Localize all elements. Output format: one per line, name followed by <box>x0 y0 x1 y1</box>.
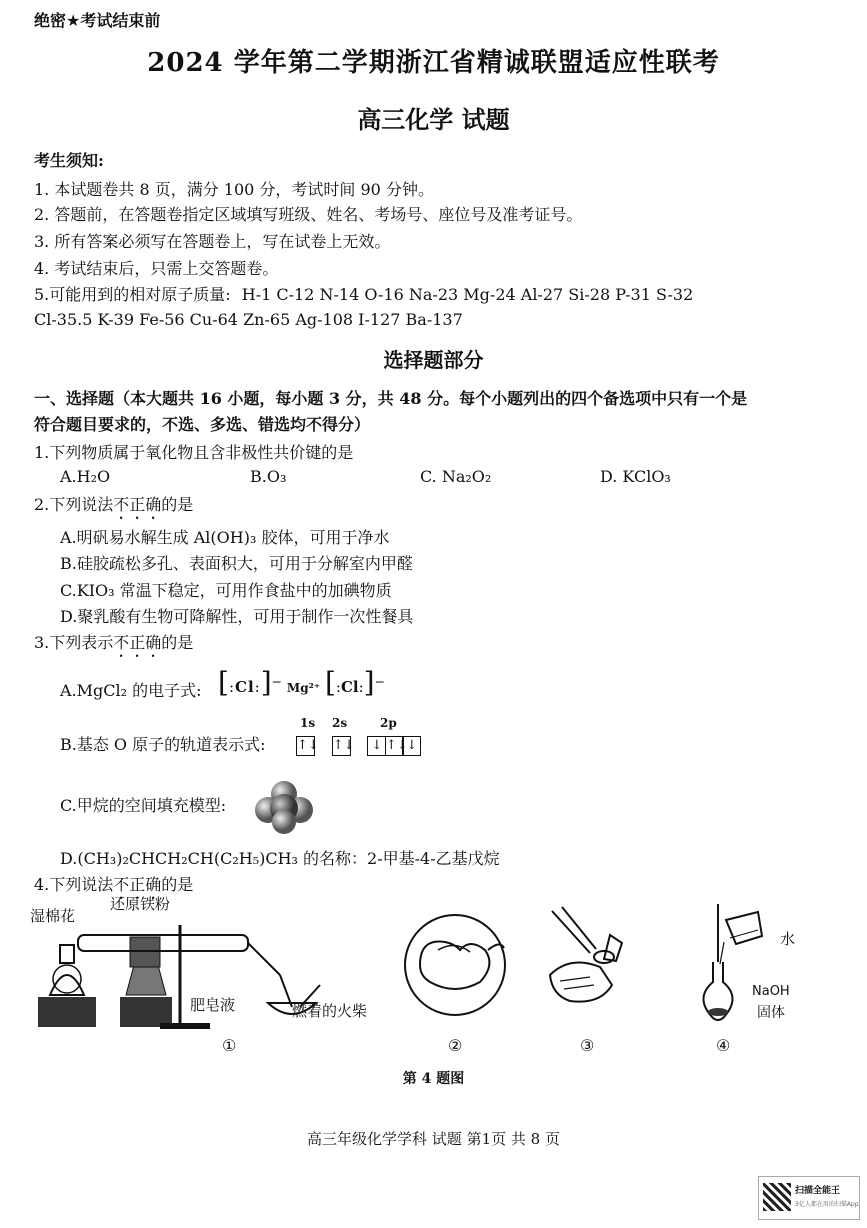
exam-title: 2024 学年第二学期浙江省精诚联盟适应性联考 <box>147 48 720 78</box>
q2-stem-post: 的是 <box>161 495 194 514</box>
dish-figure <box>400 910 510 1020</box>
scanner-watermark <box>758 1176 860 1220</box>
label-wet-cotton: 湿棉花 <box>30 907 76 925</box>
q2-stem-emphasis: 不正确 <box>113 495 162 514</box>
label-naoh: NaOH <box>752 984 790 999</box>
notice-item-5 <box>34 282 693 305</box>
chloride-right-symbol: Cl <box>340 678 359 696</box>
scissors-hand-figure <box>540 905 640 1015</box>
q2-stem <box>34 492 193 523</box>
q4-stem-emphasis: 不正确 <box>113 875 162 894</box>
figure-number-3: ③ <box>580 1036 595 1055</box>
qr-code-icon <box>763 1183 791 1211</box>
label-solid: 固体 <box>757 1005 785 1021</box>
mgcl2-electron-formula: [:Cl:]− Mg²⁺ [:Cl:]− <box>218 666 386 699</box>
label-soap-solution: 肥皂液 <box>190 996 236 1014</box>
label-water: 水 <box>780 930 796 948</box>
q4-stem-post: 的是 <box>161 875 194 894</box>
section-intro-1: 一、选择题（本大题共 16 小题，每小题 3 分，共 48 分。每个小题列出的四个备选项中只有一个是 <box>34 389 748 408</box>
masses-label: 5.可能用到的相对原子质量: <box>34 285 231 304</box>
orbital-box-2p-3: ↓ <box>402 736 421 756</box>
q3-stem-pre: 3.下列表示 <box>34 633 114 652</box>
orbital-2p-label: 2p <box>380 716 397 730</box>
q4-stem-pre: 4.下列说法 <box>34 875 114 894</box>
notice-heading: 考生须知: <box>34 151 104 170</box>
notice-item-4: 4. 考试结束后，只需上交答题卷。 <box>34 259 279 278</box>
orbital-diagram <box>296 734 420 756</box>
q3-stem-post: 的是 <box>161 633 194 652</box>
page-footer: 高三年级化学学科 试题 第1页 共 8 页 <box>307 1130 560 1148</box>
orbital-box-1s: ↑↓ <box>296 736 315 756</box>
chloride-left-symbol: Cl <box>235 678 255 696</box>
q3-option-d: D.(CH₃)₂CHCH₂CH(C₂H₅)CH₃ 的名称：2-甲基-4-乙基戊烷 <box>60 849 500 868</box>
mg-ion-symbol: Mg²⁺ <box>286 681 321 695</box>
q3-option-c: C.甲烷的空间填充模型: <box>60 796 227 815</box>
q2-option-a: A.明矾易水解生成 Al(OH)₃ 胶体，可用于净水 <box>60 528 390 547</box>
orbital-box-2s: ↑↓ <box>332 736 351 756</box>
masses-line-1: H-1 C-12 N-14 O-16 Na-23 Mg-24 Al-27 Si-28 P-31 S-32 <box>241 285 694 304</box>
label-iron-powder: 还原铁粉 <box>110 895 171 913</box>
q3-stem-emphasis: 不正确 <box>113 633 162 652</box>
q3-option-a: A.MgCl₂ 的电子式: <box>60 681 202 700</box>
figure-number-1: ① <box>222 1036 237 1055</box>
secret-label: 绝密★考试结束前 <box>34 11 161 30</box>
masses-line-2: Cl-35.5 K-39 Fe-56 Cu-64 Zn-65 Ag-108 I-127 Ba-137 <box>34 310 463 329</box>
notice-item-3: 3. 所有答案必须写在答题卷上，写在试卷上无效。 <box>34 232 391 251</box>
figure-caption: 第 4 题图 <box>402 1071 465 1087</box>
q1-stem: 1.下列物质属于氧化物且含非极性共价键的是 <box>34 443 354 462</box>
figure-number-4: ④ <box>716 1036 731 1055</box>
figure-number-2: ② <box>448 1036 463 1055</box>
q1-option-d: D. KClO₃ <box>600 467 671 486</box>
q1-option-b: B.O₃ <box>250 467 287 486</box>
methane-model-icon <box>252 778 316 836</box>
q3-stem <box>34 630 193 661</box>
q2-stem-pre: 2.下列说法 <box>34 495 114 514</box>
section-intro-2: 符合题目要求的，不选、多选、错选均不得分） <box>34 415 371 434</box>
label-burning-match: 燃着的火柴 <box>292 1002 368 1020</box>
section-title: 选择题部分 <box>383 348 484 372</box>
orbital-1s-label: 1s <box>300 716 316 730</box>
q1-option-a: A.H₂O <box>60 467 111 486</box>
orbital-box-2p-2: ↑↓ <box>385 736 404 756</box>
orbital-2s-label: 2s <box>332 716 348 730</box>
notice-item-1: 1. 本试题卷共 8 页，满分 100 分，考试时间 90 分钟。 <box>34 180 434 199</box>
watermark-title: 扫描全能王 <box>795 1186 841 1196</box>
q3-option-b: B.基态 O 原子的轨道表示式: <box>60 735 266 754</box>
q2-option-b: B.硅胶疏松多孔、表面积大，可用于分解室内甲醛 <box>60 554 413 573</box>
q2-option-d: D.聚乳酸有生物可降解性，可用于制作一次性餐具 <box>60 607 414 626</box>
orbital-box-2p-1: ↓ <box>367 736 386 756</box>
q2-option-c: C.KIO₃ 常温下稳定，可用作食盐中的加碘物质 <box>60 581 392 600</box>
watermark-subtitle: 3亿人都在用的扫描App <box>795 1201 859 1208</box>
q1-option-c: C. Na₂O₂ <box>420 467 492 486</box>
exam-subtitle: 高三化学 试题 <box>357 105 510 134</box>
notice-item-2: 2. 答题前，在答题卷指定区域填写班级、姓名、考场号、座位号及准考证号。 <box>34 205 583 224</box>
